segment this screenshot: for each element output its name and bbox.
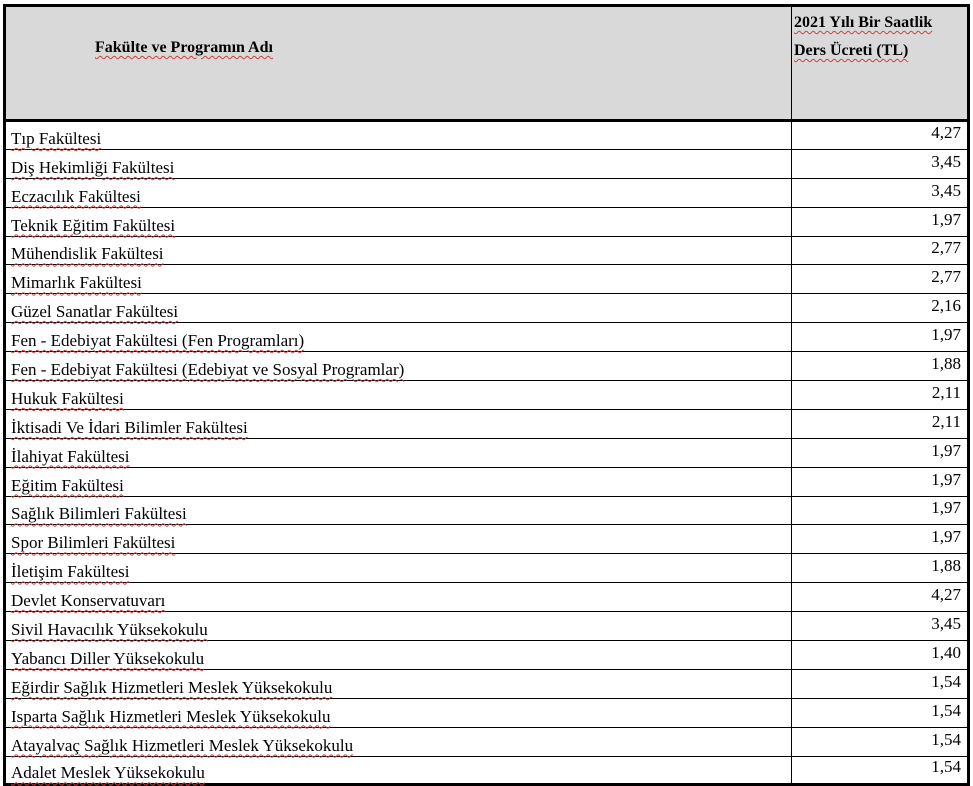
program-name-cell <box>5 496 792 525</box>
table-row <box>5 236 969 265</box>
hourly-fee-cell: 2,77 <box>792 236 969 265</box>
hourly-fee-cell: 1,88 <box>792 352 969 381</box>
program-name: İletişim Fakültesi <box>11 562 130 582</box>
table-row <box>5 756 969 785</box>
table-row <box>5 727 969 756</box>
hourly-fee-cell: 1,97 <box>792 438 969 467</box>
program-name: Yabancı Diller Yüksekokulu <box>11 648 205 668</box>
table-row <box>5 698 969 727</box>
program-name: Tıp Fakültesi <box>11 128 102 148</box>
table-row <box>5 525 969 554</box>
table-row <box>5 409 969 438</box>
program-name: Sivil Havacılık Yüksekokulu <box>11 620 208 640</box>
table-row <box>5 352 969 381</box>
hourly-fee-cell: 2,11 <box>792 409 969 438</box>
hourly-fee-cell: 3,45 <box>792 178 969 207</box>
hourly-fee-cell: 1,97 <box>792 496 969 525</box>
program-name-cell <box>5 756 792 785</box>
hourly-fee-cell: 4,27 <box>792 583 969 612</box>
program-name: Fen - Edebiyat Fakültesi (Fen Programları) <box>11 331 305 351</box>
hourly-fee-cell: 2,16 <box>792 294 969 323</box>
header-program-name <box>5 6 792 121</box>
program-name-cell <box>5 207 792 236</box>
program-name-cell <box>5 698 792 727</box>
program-name: Fen - Edebiyat Fakültesi (Edebiyat ve Sosyal Programlar) <box>11 360 405 380</box>
program-name-cell <box>5 294 792 323</box>
hourly-fee-cell: 1,97 <box>792 467 969 496</box>
hourly-fee-cell: 1,54 <box>792 698 969 727</box>
header-hourly-fee-text: 2021 Yılı Bir Saatlik Ders Ücreti (TL) <box>794 14 933 59</box>
program-name-cell <box>5 727 792 756</box>
hourly-fee-cell: 2,11 <box>792 381 969 410</box>
hourly-fee-cell: 2,77 <box>792 265 969 294</box>
program-name: Hukuk Fakültesi <box>11 388 124 408</box>
table-row <box>5 583 969 612</box>
program-name: Isparta Sağlık Hizmetleri Meslek Yüksekokulu <box>11 706 331 726</box>
table-row <box>5 323 969 352</box>
program-name-cell <box>5 323 792 352</box>
hourly-fee-cell: 3,45 <box>792 149 969 178</box>
program-name-cell <box>5 121 792 150</box>
table-row <box>5 121 969 150</box>
program-name: Mühendislik Fakültesi <box>11 244 164 264</box>
hourly-fee-cell: 1,88 <box>792 554 969 583</box>
table-row <box>5 294 969 323</box>
program-name: Adalet Meslek Yüksekokulu <box>11 763 205 783</box>
hourly-fee-cell: 1,40 <box>792 641 969 670</box>
program-name-cell <box>5 409 792 438</box>
program-name: Mimarlık Fakültesi <box>11 273 142 293</box>
hourly-fee-cell: 1,97 <box>792 323 969 352</box>
program-name-cell <box>5 467 792 496</box>
program-name-cell <box>5 265 792 294</box>
table-row <box>5 612 969 641</box>
table-row <box>5 381 969 410</box>
table-row <box>5 207 969 236</box>
program-name-cell <box>5 669 792 698</box>
table-row <box>5 265 969 294</box>
program-name-cell <box>5 438 792 467</box>
table-row <box>5 496 969 525</box>
program-name: Eğitim Fakültesi <box>11 475 124 495</box>
table-row <box>5 149 969 178</box>
program-name: Eğirdir Sağlık Hizmetleri Meslek Yüksekokulu <box>11 677 333 697</box>
program-name: Güzel Sanatlar Fakültesi <box>11 302 179 322</box>
program-name: İktisadi Ve İdari Bilimler Fakültesi <box>11 417 248 437</box>
table-row <box>5 554 969 583</box>
program-name-cell <box>5 236 792 265</box>
program-name: Atayalvaç Sağlık Hizmetleri Meslek Yüksekokulu <box>11 735 354 755</box>
table-body <box>5 121 969 785</box>
program-name: İlahiyat Fakültesi <box>11 446 130 466</box>
program-name-cell <box>5 525 792 554</box>
header-hourly-fee <box>792 6 969 121</box>
hourly-fee-cell: 3,45 <box>792 612 969 641</box>
program-name-cell <box>5 612 792 641</box>
table-row <box>5 669 969 698</box>
program-name: Spor Bilimleri Fakültesi <box>11 533 176 553</box>
fee-table <box>3 4 970 786</box>
program-name: Eczacılık Fakültesi <box>11 186 141 206</box>
hourly-fee-cell: 4,27 <box>792 121 969 150</box>
header-row <box>5 6 969 121</box>
program-name-cell <box>5 554 792 583</box>
program-name: Teknik Eğitim Fakültesi <box>11 215 176 235</box>
program-name-cell <box>5 178 792 207</box>
program-name-cell <box>5 641 792 670</box>
hourly-fee-cell: 1,54 <box>792 727 969 756</box>
program-name-cell <box>5 583 792 612</box>
table-row <box>5 178 969 207</box>
program-name: Devlet Konservatuvarı <box>11 591 166 611</box>
table-row <box>5 467 969 496</box>
hourly-fee-cell: 1,54 <box>792 756 969 785</box>
hourly-fee-cell: 1,97 <box>792 207 969 236</box>
program-name-cell <box>5 149 792 178</box>
program-name: Sağlık Bilimleri Fakültesi <box>11 504 187 524</box>
table-row <box>5 438 969 467</box>
program-name: Diş Hekimliği Fakültesi <box>11 157 175 177</box>
header-program-name-text: Fakülte ve Programın Adı <box>95 39 273 56</box>
program-name-cell <box>5 352 792 381</box>
hourly-fee-cell: 1,97 <box>792 525 969 554</box>
program-name-cell <box>5 381 792 410</box>
table-row <box>5 641 969 670</box>
hourly-fee-cell: 1,54 <box>792 669 969 698</box>
